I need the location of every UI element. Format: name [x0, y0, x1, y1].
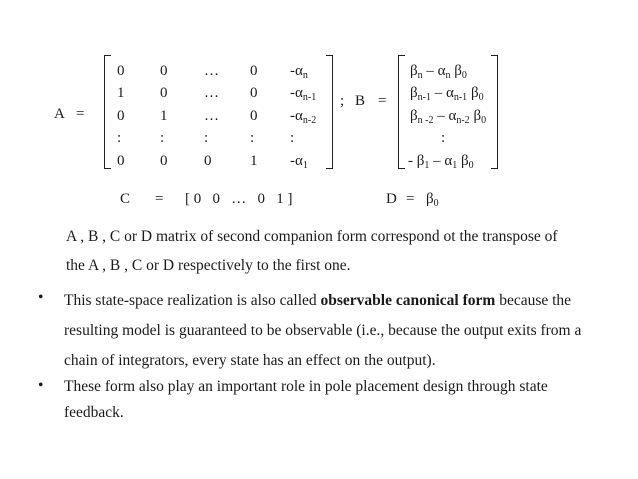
matrix-a-left-bracket: [104, 55, 111, 169]
matrix-separator: ;: [340, 93, 345, 109]
matrix-c-label: C: [120, 191, 131, 207]
matrix-b-equals: =: [378, 93, 387, 109]
bullet-item-observable: [38, 286, 598, 369]
matrix-a-cell: 0: [117, 153, 125, 169]
matrix-b-label: B: [355, 93, 366, 109]
matrix-a-cell: 1: [160, 108, 168, 124]
matrix-a-cell: 1: [250, 153, 258, 169]
matrix-c-equals: =: [155, 191, 164, 207]
matrix-b-right-bracket: [491, 55, 498, 169]
matrix-a-equals: =: [76, 106, 85, 122]
matrix-b-cell: :: [441, 130, 446, 146]
matrix-a-cell: :: [250, 130, 255, 146]
matrix-a-cell: 0: [117, 63, 125, 79]
bullet-symbol: •: [38, 377, 44, 394]
bullet-text: This state-space realization is also called observable canonical form because the resulting model is guaranteed to be observable (i.e., because the output exits from a chain of integrators, every state has an effect on the output).: [64, 292, 582, 369]
matrix-a-cell: $-\alpha_n$: [290, 63, 308, 81]
matrix-a-cell: …: [204, 63, 219, 79]
matrix-a-cell: :: [290, 130, 295, 146]
matrix-d-label: D: [386, 191, 397, 207]
matrix-a-cell: $-\alpha_{n-2}$: [290, 108, 317, 126]
bullet-item-pole-placement: [38, 374, 598, 434]
matrix-a-cell: 0: [250, 63, 258, 79]
matrix-a-cell: 0: [160, 153, 168, 169]
matrix-b-cell: $\beta_n - \alpha_n$ $\beta_0$: [410, 63, 467, 81]
matrix-a-cell: $-\alpha_1$: [290, 153, 308, 171]
matrix-a-cell: 1: [117, 85, 125, 101]
bullet-symbol: •: [38, 289, 44, 306]
matrix-a-cell: 0: [160, 85, 168, 101]
note-line-1: A , B , C or D matrix of second companion form correspond ot the transpose of: [66, 228, 558, 245]
matrix-a-cell: $-\alpha_{n-1}$: [290, 85, 317, 103]
matrix-a-cell: 0: [160, 63, 168, 79]
matrix-a-cell: …: [204, 108, 219, 124]
matrix-a-cell: 0: [250, 108, 258, 124]
matrix-a-cell: …: [204, 85, 219, 101]
matrix-a-label: A: [54, 106, 65, 122]
matrix-a-cell: 0: [250, 85, 258, 101]
observable-canonical-form-term: observable canonical form: [320, 292, 496, 309]
matrix-a-cell: 0: [204, 153, 212, 169]
matrix-a-right-bracket: [326, 55, 333, 169]
matrix-a-cell: :: [160, 130, 165, 146]
matrix-b-cell: - $\beta_1 - \alpha_1$ $\beta_0$: [408, 153, 474, 171]
matrix-d-equals: =: [406, 191, 415, 207]
note-line-2: the A , B , C or D respectively to the first one.: [66, 257, 351, 274]
matrix-a-cell: :: [117, 130, 122, 146]
matrix-b-cell: $\beta_{n-1} - \alpha_{n-1}$ $\beta_0$: [410, 85, 484, 103]
matrix-a-cell: :: [204, 130, 209, 146]
bullet-text: These form also play an important role in pole placement design through state feedback.: [64, 378, 548, 421]
matrix-d-value: $\beta_0$: [426, 191, 439, 209]
matrix-b-cell: $\beta_{n -2} - \alpha_{n-2}$ $\beta_0$: [410, 108, 487, 126]
matrix-b-left-bracket: [398, 55, 405, 169]
matrix-a-cell: 0: [117, 108, 125, 124]
matrix-c-value: [ 0 0 … 0 1 ]: [185, 191, 293, 207]
